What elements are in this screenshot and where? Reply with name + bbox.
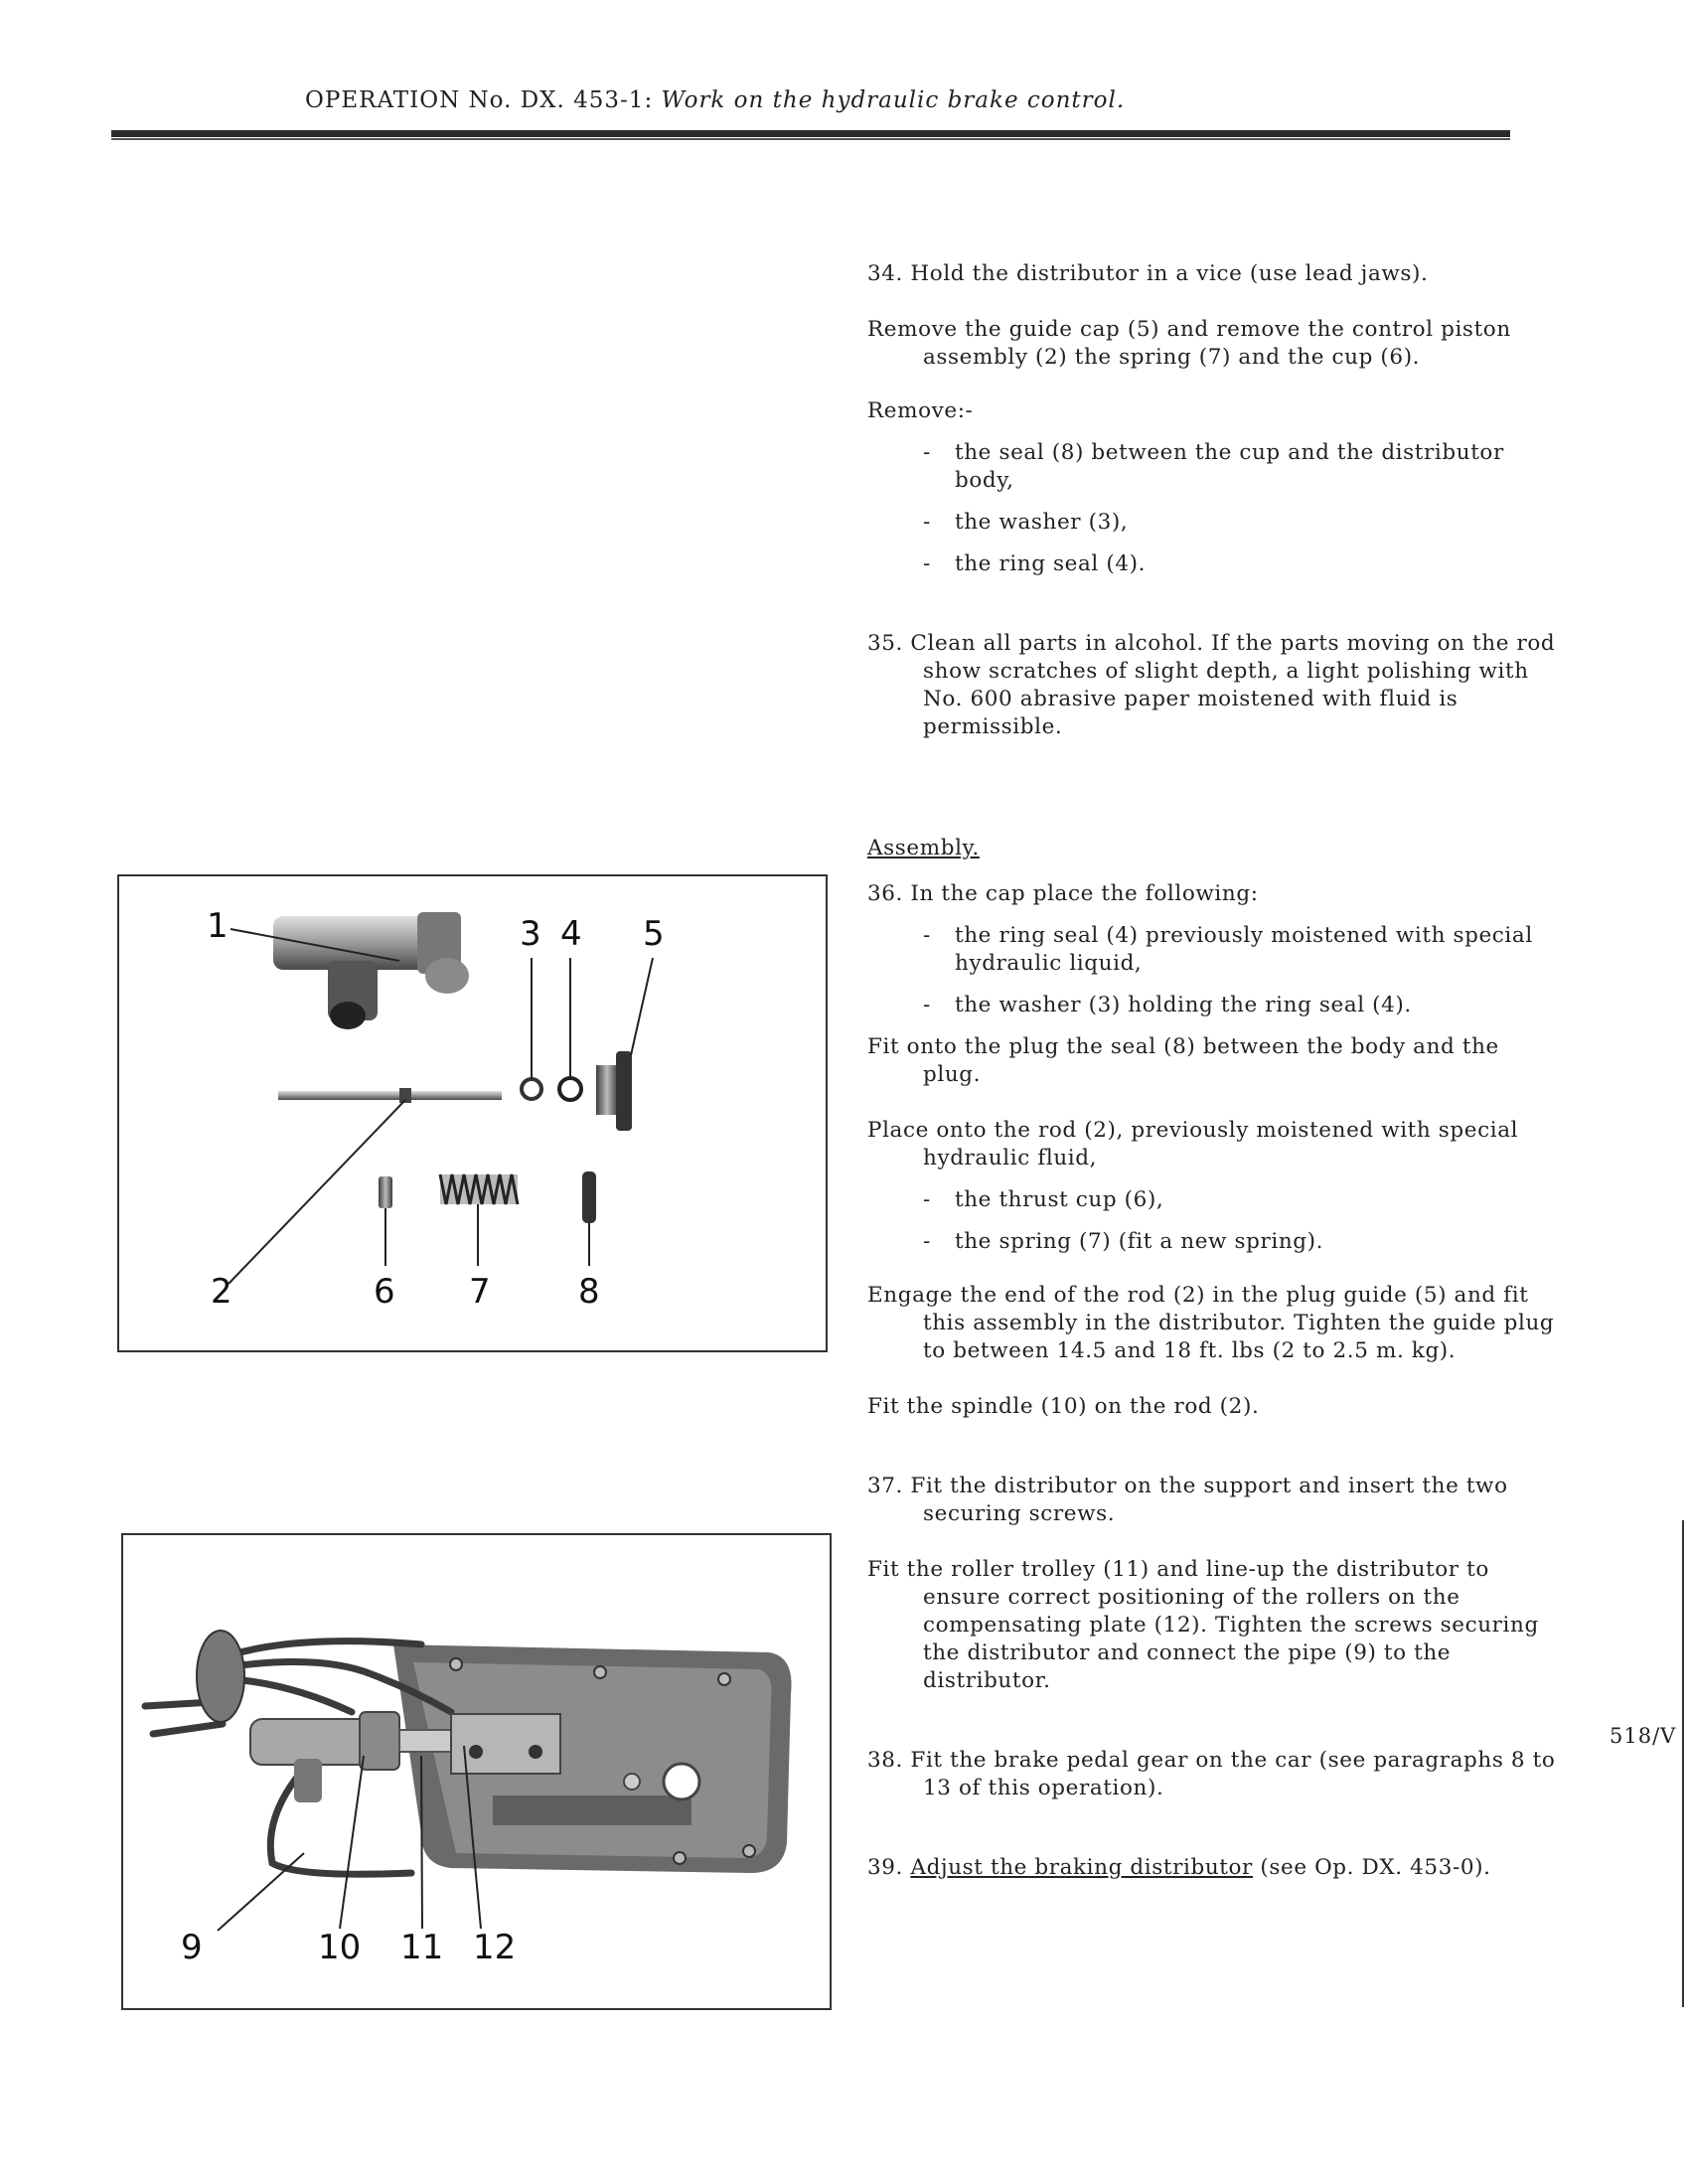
step-35: 35. Clean all parts in alcohol. If the parts moving on the rod show scratches of slight depth, a light polishing with No. 600 abrasive paper moistened with fluid is permissible. — [867, 631, 1556, 739]
plate-nut — [624, 1774, 640, 1790]
operation-number: OPERATION No. DX. 453-1: — [305, 87, 654, 113]
control-rod — [278, 1091, 502, 1100]
label-washer: 3 — [520, 914, 541, 954]
operation-title: Work on the hydraulic brake control. — [661, 87, 1126, 113]
seal — [582, 1171, 596, 1223]
roller-trolley — [451, 1714, 560, 1774]
label-spindle: 10 — [318, 1928, 362, 1967]
fit-spindle-text: Fit the spindle (10) on the rod (2). — [867, 1394, 1260, 1419]
label-body: 1 — [207, 906, 229, 946]
trolley-roller — [469, 1745, 483, 1759]
compensating-plate — [493, 1795, 691, 1825]
page-edge-mark — [1682, 1520, 1684, 2007]
adjust-distributor-link: Adjust the braking distributor — [910, 1855, 1253, 1880]
page-reference: 518/V — [1610, 1724, 1677, 1748]
remove-item: - the seal (8) between the cup and the distributor body, — [867, 439, 1563, 495]
label-roller-trolley: 11 — [400, 1928, 444, 1967]
washer — [522, 1079, 541, 1099]
label-ring-seal: 4 — [560, 914, 582, 954]
place-rod-item: - the thrust cup (6), — [867, 1186, 1563, 1214]
step-39-number: 39. — [867, 1855, 911, 1880]
label-pipe: 9 — [181, 1928, 203, 1967]
engage-text: Engage the end of the rod (2) in the plug guide (5) and fit this assembly in the distributor. Tighten the guide plug to between 14.5 and 18 ft. lbs (2 to 2.5 m. kg). — [867, 1283, 1555, 1363]
instructions-column — [867, 260, 1563, 1882]
remove-label: Remove:- — [867, 398, 974, 423]
figure-assembled-distributor — [121, 1533, 832, 2010]
step-37: 37. Fit the distributor on the support and insert the two securing screws. — [867, 1474, 1508, 1526]
header-rule — [111, 130, 1510, 137]
remove-item: - the washer (3), — [867, 509, 1563, 537]
step-34-remove-cap: Remove the guide cap (5) and remove the control piston assembly (2) the spring (7) and the cup (6). — [867, 317, 1511, 370]
step-36: 36. In the cap place the following: — [867, 881, 1259, 906]
guide-cap-head — [616, 1051, 632, 1131]
plate-hole — [664, 1764, 699, 1799]
thrust-cup — [379, 1176, 392, 1208]
label-compensating-plate: 12 — [473, 1928, 517, 1967]
header-rule-thin — [111, 138, 1510, 140]
distributor-flange — [360, 1712, 399, 1770]
figure-exploded-parts — [117, 874, 828, 1352]
step-36-item: - the ring seal (4) previously moistened with special hydraulic liquid, — [867, 922, 1563, 978]
label-seal: 8 — [578, 1272, 600, 1312]
pipe-union — [294, 1759, 322, 1802]
fit-plug-text: Fit onto the plug the seal (8) between the body and the plug. — [867, 1034, 1499, 1087]
remove-item: - the ring seal (4). — [867, 550, 1563, 578]
step-38: 38. Fit the brake pedal gear on the car (see paragraphs 8 to 13 of this operation). — [867, 1748, 1556, 1800]
body-boss — [425, 958, 469, 994]
label-cup: 6 — [374, 1272, 395, 1312]
assembly-heading: Assembly. — [867, 836, 980, 860]
label-spring: 7 — [469, 1272, 491, 1312]
page-header — [305, 87, 1125, 113]
port-opening — [330, 1002, 366, 1029]
step-36-item: - the washer (3) holding the ring seal (4). — [867, 992, 1563, 1019]
place-rod-item: - the spring (7) (fit a new spring). — [867, 1228, 1563, 1256]
place-rod-text: Place onto the rod (2), previously moistened with special hydraulic fluid, — [867, 1118, 1519, 1170]
step-39 — [867, 1854, 1563, 1882]
pipe-manifold — [197, 1631, 244, 1722]
guide-cap — [596, 1065, 618, 1115]
spring — [440, 1174, 518, 1204]
trolley-roller — [529, 1745, 542, 1759]
ring-seal — [559, 1078, 581, 1100]
step-39-rest: (see Op. DX. 453-0). — [1252, 1855, 1491, 1880]
label-rod: 2 — [211, 1272, 232, 1312]
step-34: 34. Hold the distributor in a vice (use lead jaws). — [867, 261, 1429, 286]
label-guide-cap: 5 — [643, 914, 665, 954]
fit-roller-text: Fit the roller trolley (11) and line-up the distributor to ensure correct positioning of the rollers on the compensating plate (12). Tighten the screws securing the distributor and connect the pipe (9) to the distributor. — [867, 1557, 1539, 1693]
